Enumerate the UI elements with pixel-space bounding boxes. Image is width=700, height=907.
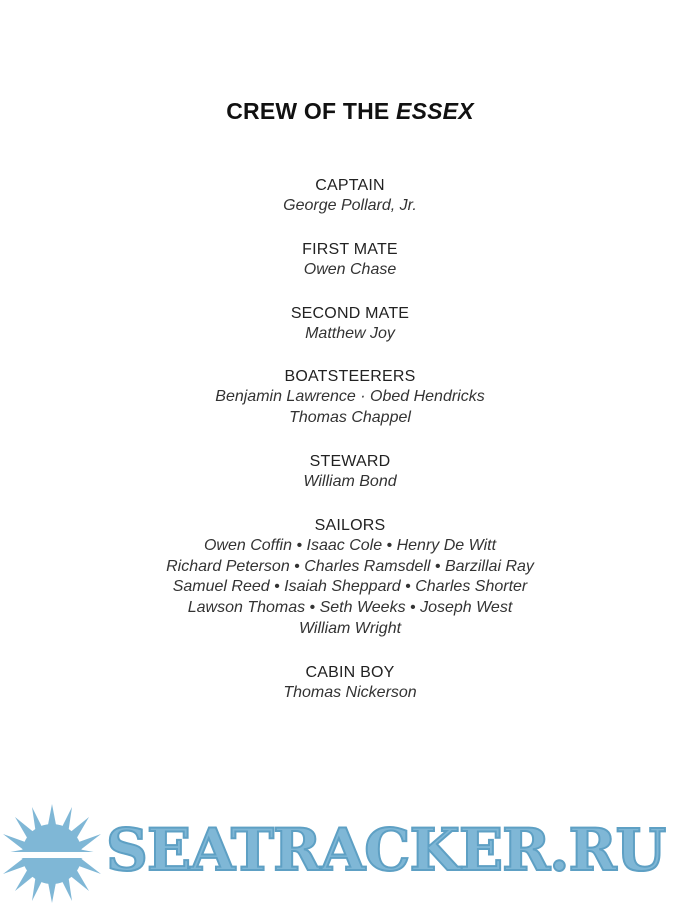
- page-title: [0, 98, 700, 125]
- crew-names: Benjamin Lawrence · Obed Hendricks: [215, 388, 485, 406]
- crew-names: Thomas Nickerson: [283, 683, 417, 701]
- sun-over-sea-icon: [0, 800, 104, 907]
- crew-section-first-mate: [0, 239, 700, 281]
- crew-role: CABIN BOY: [305, 663, 395, 681]
- crew-names: Matthew Joy: [305, 324, 395, 342]
- crew-list: [0, 175, 700, 726]
- crew-names: Richard Peterson • Charles Ramsdell • Barzillai Ray: [166, 557, 534, 575]
- crew-section-boatsteerers: [0, 366, 700, 429]
- crew-role: BOATSTEERERS: [284, 368, 416, 386]
- crew-role: STEWARD: [309, 452, 391, 470]
- crew-names: Thomas Chappel: [289, 409, 411, 427]
- crew-names: William Bond: [303, 472, 397, 490]
- crew-names: Owen Coffin • Isaac Cole • Henry De Witt: [203, 536, 497, 554]
- crew-section-captain: [0, 175, 700, 217]
- crew-names: Lawson Thomas • Seth Weeks • Joseph West: [187, 599, 513, 617]
- crew-role: SECOND MATE: [290, 304, 410, 322]
- crew-names: George Pollard, Jr.: [283, 197, 417, 214]
- crew-section-steward: [0, 451, 700, 493]
- crew-role: SAILORS: [314, 516, 386, 534]
- title-ship-name: ESSEX: [396, 98, 474, 124]
- watermark-text: SEATRACKER.RU: [106, 816, 666, 884]
- crew-section-sailors: [0, 515, 700, 640]
- watermark: [0, 800, 700, 907]
- crew-role: CAPTAIN: [315, 177, 385, 194]
- title-prefix: CREW OF THE: [226, 98, 397, 124]
- crew-names: Samuel Reed • Isaiah Sheppard • Charles Shorter: [172, 578, 528, 596]
- crew-section-cabin-boy: [0, 662, 700, 704]
- crew-names: Owen Chase: [303, 260, 397, 278]
- crew-role: FIRST MATE: [302, 240, 398, 258]
- crew-section-second-mate: [0, 303, 700, 345]
- crew-names: William Wright: [298, 619, 402, 637]
